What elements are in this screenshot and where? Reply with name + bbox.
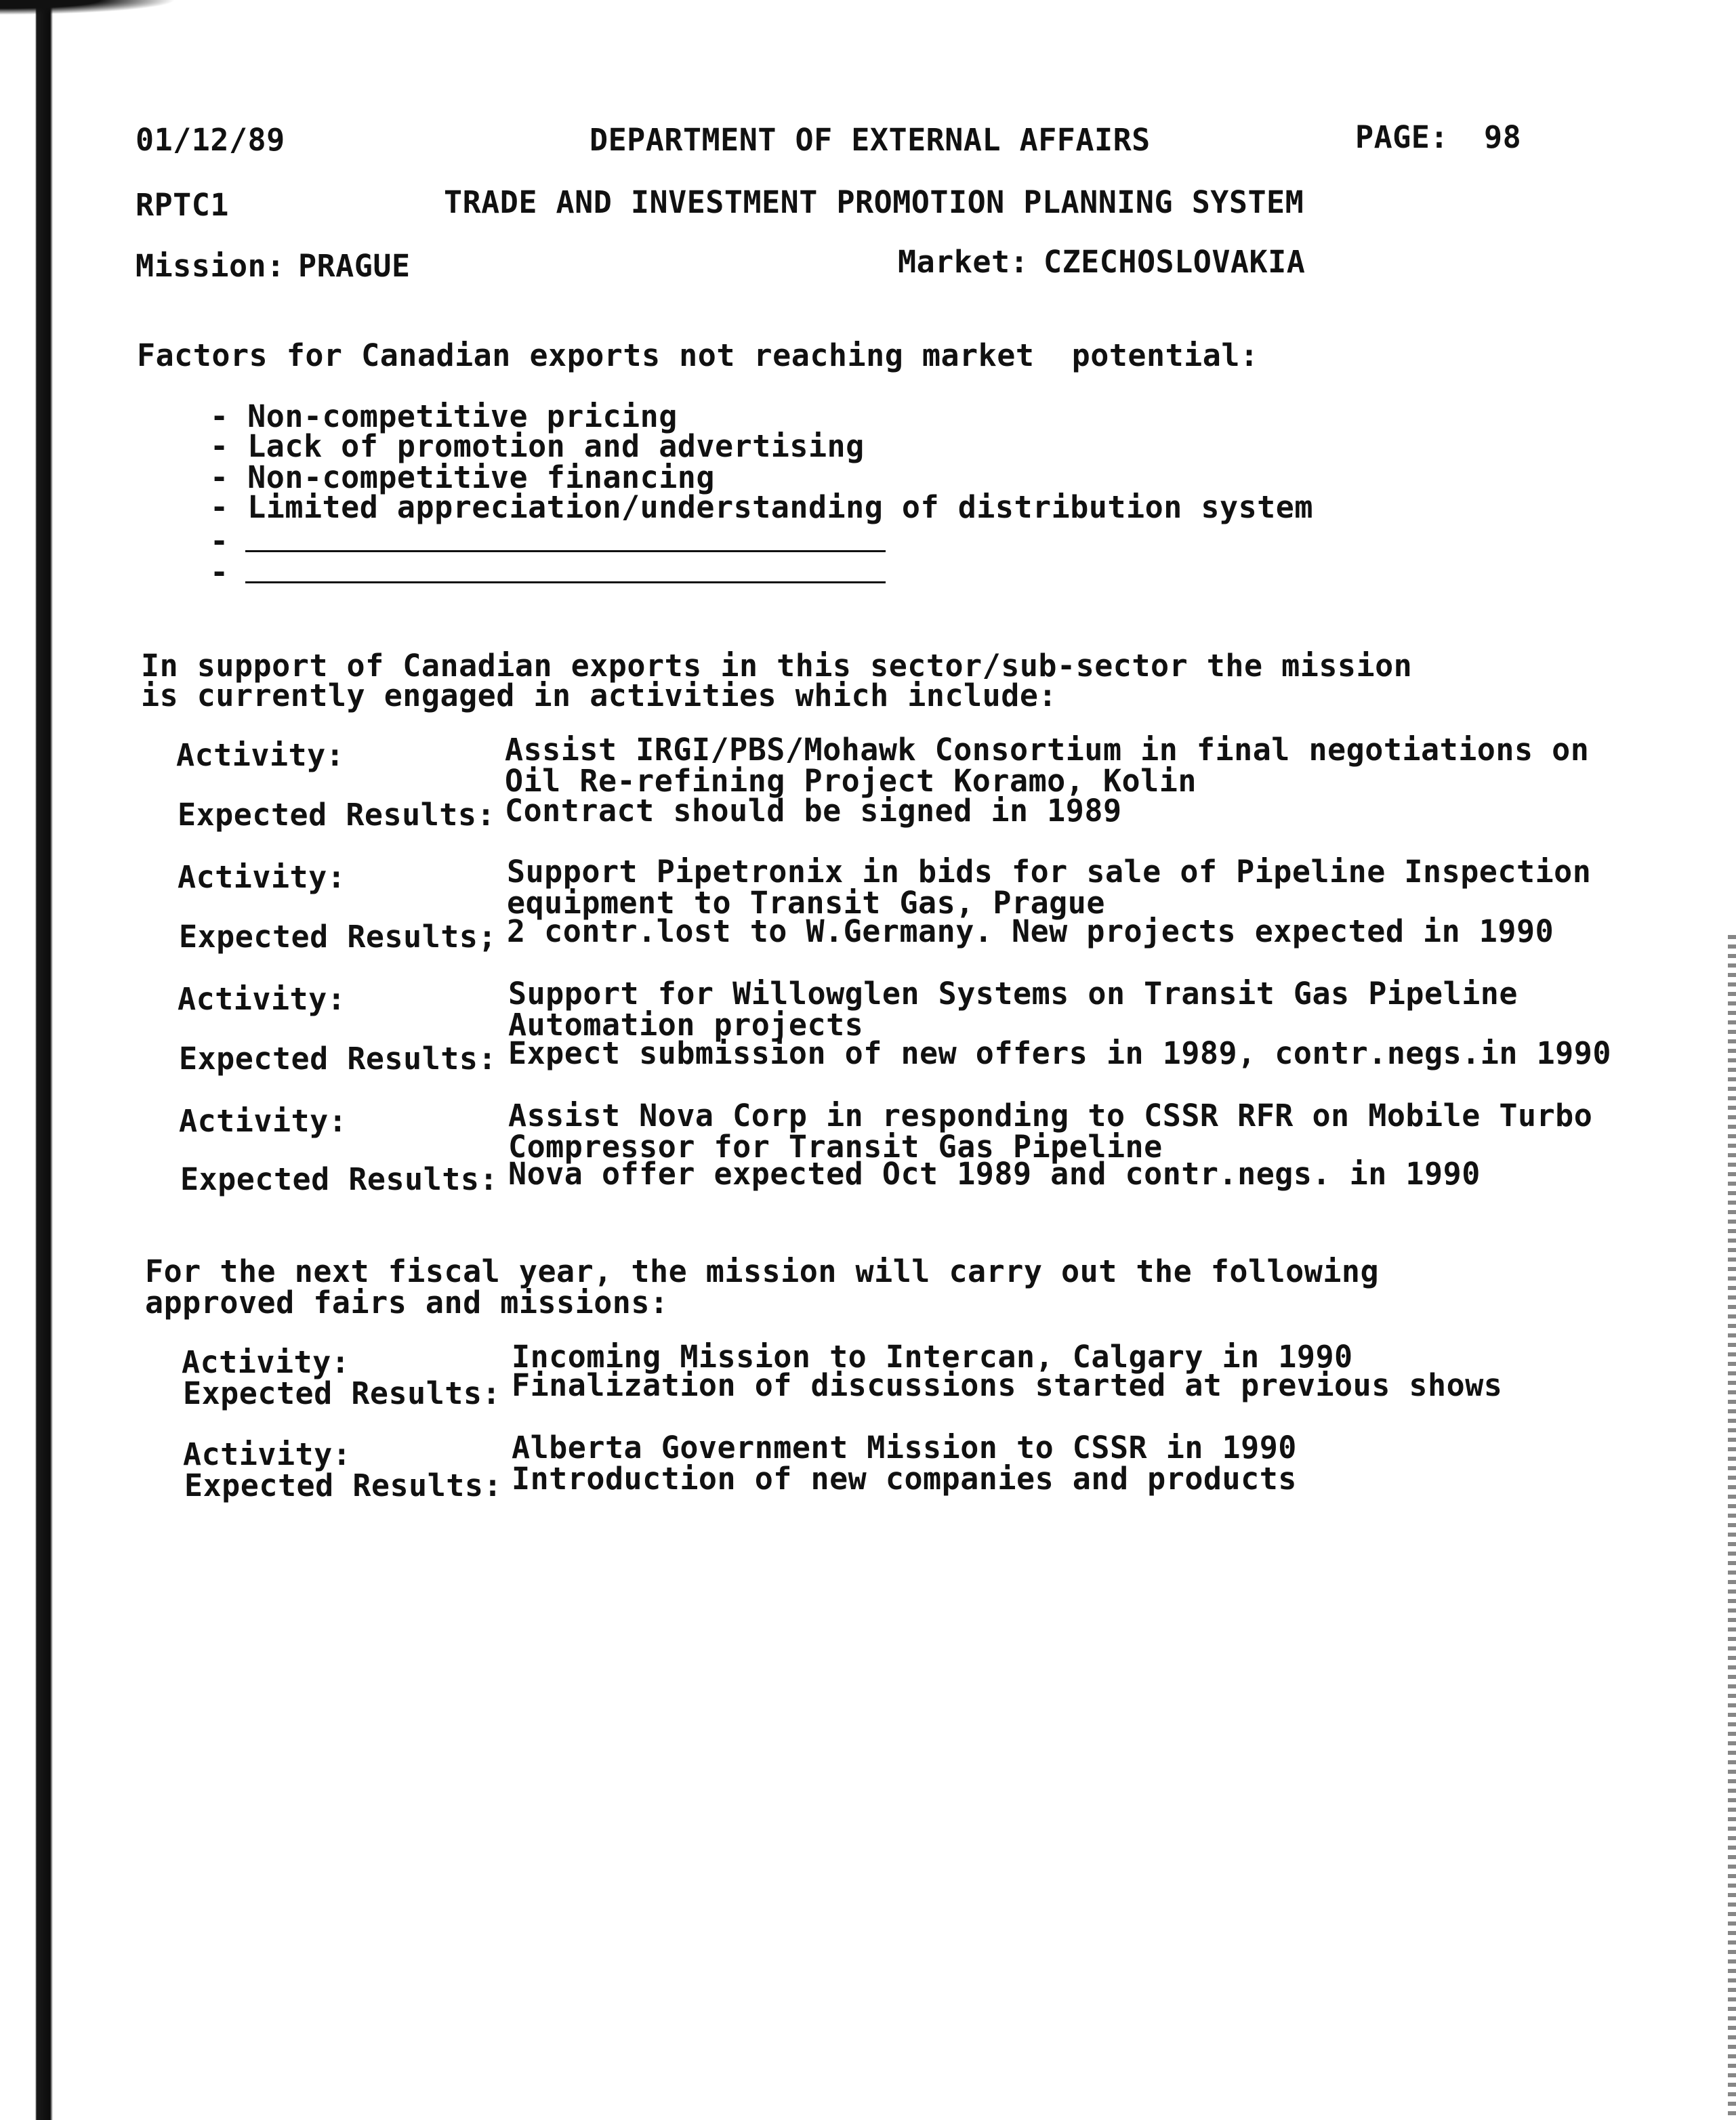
- results-text: Contract should be signed in 1989: [505, 793, 1122, 829]
- activity-label: Activity:: [178, 859, 346, 895]
- fiscal-intro: approved fairs and missions:: [145, 1285, 669, 1321]
- report-code: RPTC1: [136, 187, 229, 223]
- scan-right-edge: [1728, 935, 1736, 2120]
- activity-text: Automation projects: [508, 1007, 864, 1043]
- factor-item: - Lack of promotion and advertising: [210, 428, 865, 464]
- activity-text: Support for Willowglen Systems on Transit Gas Pipeline: [508, 976, 1518, 1012]
- activity-text: Compressor for Transit Gas Pipeline: [508, 1129, 1163, 1165]
- factor-blank-dash: -: [210, 554, 229, 590]
- scan-left-edge: [0, 0, 53, 2120]
- results-text: Expect submission of new offers in 1989, contr.negs.in 1990: [508, 1035, 1611, 1071]
- page-label: PAGE:: [1355, 119, 1449, 155]
- mission-label: Mission:: [136, 248, 285, 284]
- results-label: Expected Results:: [178, 797, 496, 833]
- results-label: Expected Results:: [179, 1041, 497, 1077]
- mission-value: PRAGUE: [298, 248, 411, 284]
- activity-text: Oil Re-refining Project Koramo, Kolin: [505, 763, 1197, 799]
- factor-item: - Non-competitive financing: [210, 459, 715, 495]
- activity-label: Activity:: [179, 1103, 348, 1139]
- factors-heading: Factors for Canadian exports not reaching market potential:: [137, 337, 1259, 373]
- activity-text: Alberta Government Mission to CSSR in 1990: [512, 1430, 1297, 1466]
- market-label: Market:: [898, 244, 1029, 280]
- activity-text: Support Pipetronix in bids for sale of Pipeline Inspection: [507, 854, 1592, 890]
- system-title: TRADE AND INVESTMENT PROMOTION PLANNING SYSTEM: [444, 184, 1304, 220]
- scan-top-corner: [0, 0, 176, 15]
- activity-text: equipment to Transit Gas, Prague: [507, 885, 1105, 921]
- results-label: Expected Results:: [184, 1468, 503, 1503]
- results-label: Expected Results:: [180, 1161, 499, 1197]
- report-date: 01/12/89: [136, 122, 285, 158]
- results-text: Nova offer expected Oct 1989 and contr.negs. in 1990: [508, 1156, 1481, 1192]
- activity-text: Incoming Mission to Intercan, Calgary in 1990: [512, 1339, 1353, 1375]
- department-title: DEPARTMENT OF EXTERNAL AFFAIRS: [590, 122, 1151, 158]
- fiscal-intro: For the next fiscal year, the mission will carry out the following: [145, 1253, 1380, 1289]
- results-label: Expected Results:: [183, 1375, 501, 1411]
- activity-label: Activity:: [183, 1436, 352, 1472]
- market-value: CZECHOSLOVAKIA: [1043, 244, 1306, 280]
- support-intro: In support of Canadian exports in this sector/sub-sector the mission: [141, 648, 1413, 684]
- activity-label: Activity:: [176, 737, 345, 773]
- blank-fill-line: [245, 581, 886, 583]
- factor-blank-dash: -: [210, 523, 229, 559]
- activity-text: Assist IRGI/PBS/Mohawk Consortium in final negotiations on: [505, 732, 1590, 768]
- results-text: Introduction of new companies and products: [512, 1461, 1297, 1497]
- activity-text: Assist Nova Corp in responding to CSSR RFR on Mobile Turbo: [508, 1098, 1593, 1134]
- activity-label: Activity:: [178, 981, 346, 1017]
- results-text: Finalization of discussions started at previous shows: [512, 1367, 1503, 1403]
- page-number: 98: [1484, 119, 1522, 155]
- activity-label: Activity:: [182, 1344, 350, 1380]
- factor-item: - Non-competitive pricing: [210, 398, 678, 434]
- blank-fill-line: [245, 550, 886, 552]
- results-text: 2 contr.lost to W.Germany. New projects expected in 1990: [507, 913, 1554, 949]
- support-intro: is currently engaged in activities which include:: [141, 678, 1058, 713]
- results-label: Expected Results;: [179, 919, 497, 955]
- factor-item: - Limited appreciation/understanding of distribution system: [210, 489, 1313, 525]
